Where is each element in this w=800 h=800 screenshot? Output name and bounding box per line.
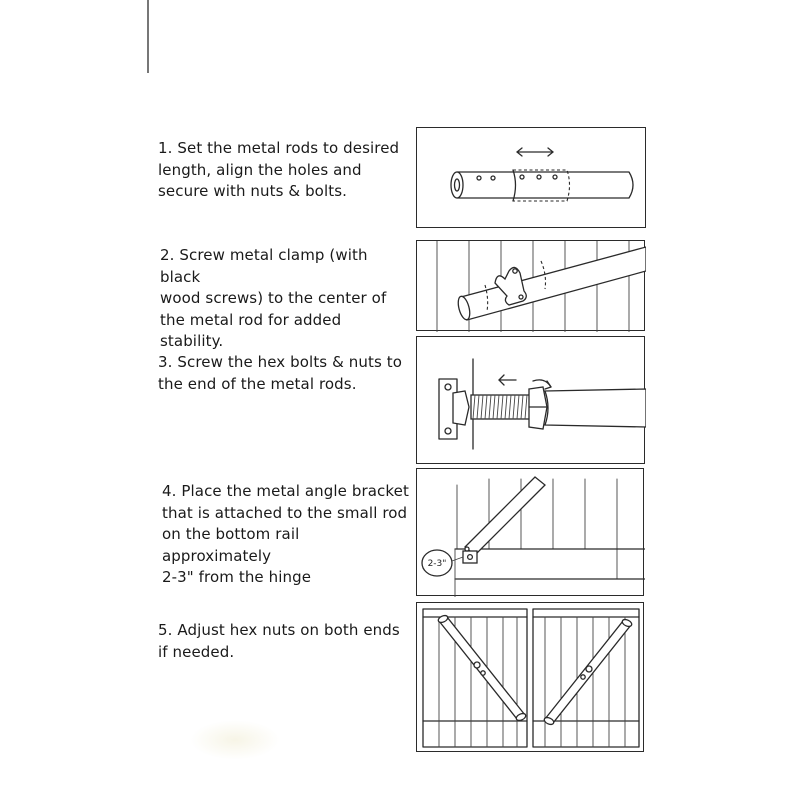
distance-callout (422, 550, 463, 576)
step-2-instruction: 2. Screw metal clamp (with black wood screws) to the center of the metal rod for added stability. (160, 246, 387, 350)
left-brace-rod (437, 614, 527, 722)
step-3-illustration (416, 336, 645, 464)
step-2-illustration (416, 240, 645, 331)
page-margin-line (147, 0, 149, 73)
step-4-instruction: 4. Place the metal angle bracket that is attached to the small rod on the bottom rail approximately 2-3" from the hinge (162, 482, 409, 586)
step-5-illustration (416, 602, 644, 752)
rod-end (545, 389, 646, 427)
left-arrow-icon (499, 375, 516, 385)
left-gate (423, 609, 527, 747)
right-brace-rod (543, 618, 633, 726)
paper-smudge (190, 720, 280, 760)
step-1-illustration (416, 127, 646, 228)
diagonal-brace-rod (465, 477, 545, 555)
metal-rod (451, 170, 633, 201)
step-4-illustration (416, 468, 644, 596)
step-5-instruction: 5. Adjust hex nuts on both ends if needed. (158, 621, 400, 661)
step-1-instruction: 1. Set the metal rods to desired length, align the holes and secure with nuts & bolts. (158, 139, 400, 200)
angled-rod (456, 247, 646, 321)
step-3-instruction: 3. Screw the hex bolts & nuts to the end of the metal rods. (158, 353, 402, 393)
hex-bolt-icon (453, 391, 531, 425)
double-arrow-icon (517, 148, 553, 156)
distance-callout-label: 2-3" (427, 559, 447, 569)
